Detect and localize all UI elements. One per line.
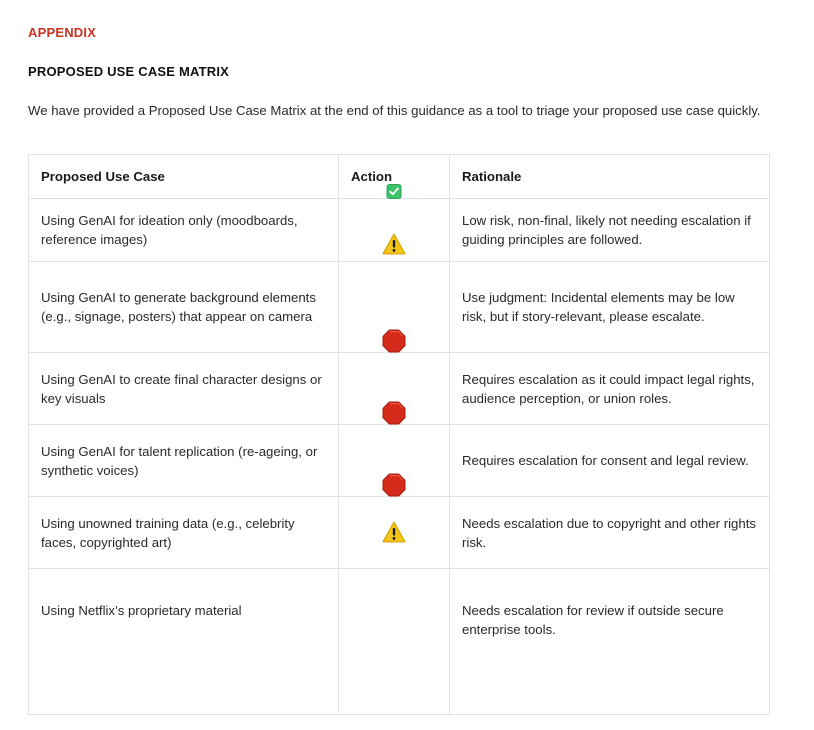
intro-paragraph: We have provided a Proposed Use Case Matrix at the end of this guidance as a tool to triage your proposed use case quickly. <box>28 103 761 118</box>
warning-icon <box>382 233 406 260</box>
use-case-cell: Using GenAI to generate background elements (e.g., signage, posters) that appear on camera <box>29 262 339 353</box>
use-case-cell <box>29 569 339 715</box>
stop-icon <box>382 473 406 502</box>
section-title: PROPOSED USE CASE MATRIX <box>28 64 230 79</box>
rationale-cell <box>450 569 770 715</box>
rationale-cell: Low risk, non-final, likely not needing escalation if guiding principles are followed. <box>450 199 770 262</box>
header-use-case: Proposed Use Case <box>29 155 339 199</box>
use-case-cell: Using unowned training data (e.g., celebrity faces, copyrighted art) <box>29 497 339 569</box>
use-case-cell: Using GenAI to create final character designs or key visuals <box>29 353 339 425</box>
stop-icon <box>382 329 406 358</box>
header-action: Action <box>339 155 450 199</box>
warning-icon <box>382 521 406 548</box>
rationale-cell: Use judgment: Incidental elements may be low risk, but if story-relevant, please escalate. <box>450 262 770 353</box>
rationale-cell: Requires escalation as it could impact legal rights, audience perception, or union roles. <box>450 353 770 425</box>
action-cell <box>339 569 450 715</box>
rationale-cell: Needs escalation due to copyright and other rights risk. <box>450 497 770 569</box>
use-case-cell: Using GenAI for talent replication (re-ageing, or synthetic voices) <box>29 425 339 497</box>
use-case-text: Using Netflix’s proprietary material <box>41 602 242 618</box>
stop-icon <box>382 401 406 430</box>
use-case-matrix-table <box>28 154 770 715</box>
rationale-text: Needs escalation for review if outside secure enterprise tools. <box>462 602 724 637</box>
rationale-cell: Requires escalation for consent and legal review. <box>450 425 770 497</box>
table-row <box>29 569 770 715</box>
check-icon <box>387 184 402 204</box>
use-case-cell: Using GenAI for ideation only (moodboards, reference images) <box>29 199 339 262</box>
header-rationale: Rationale <box>450 155 770 199</box>
appendix-label: APPENDIX <box>28 25 97 40</box>
